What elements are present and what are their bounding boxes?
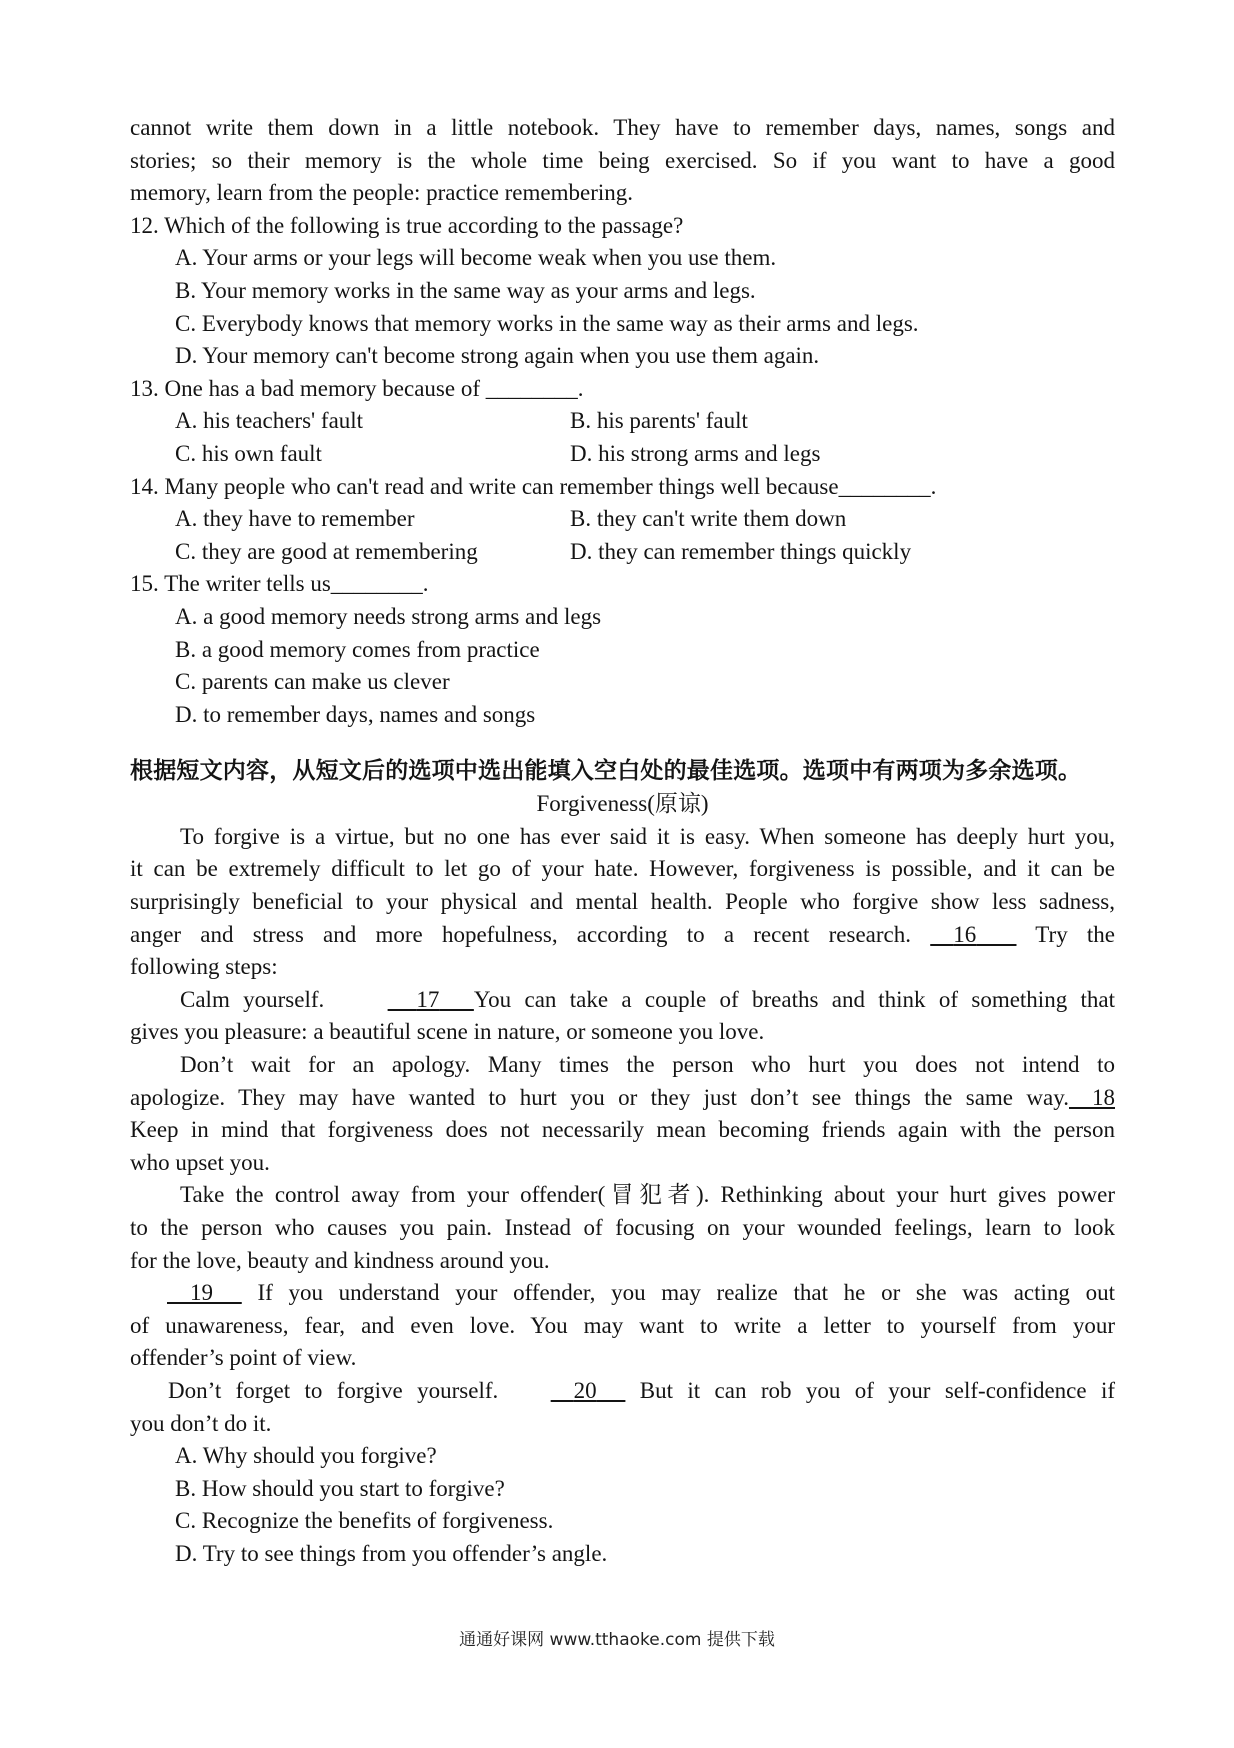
blank-number: 19 xyxy=(190,1280,213,1306)
question-13-stem: 13. One has a bad memory because of ________. xyxy=(130,375,584,401)
blank-number: 17 xyxy=(416,986,440,1012)
passage-title: Forgiveness(原谅) xyxy=(536,791,709,817)
question-12-option-b: B. Your memory works in the same way as your arms and legs. xyxy=(175,277,756,303)
passage-line-with-blank-18 xyxy=(130,1082,1115,1115)
document-page xyxy=(130,112,1115,1571)
answer-option-c: C. Recognize the benefits of forgiveness. xyxy=(175,1508,554,1534)
blank-17 xyxy=(338,984,474,1017)
question-13-option-a: A. his teachers' fault xyxy=(175,408,364,434)
passage-line: offender’s point of view. xyxy=(130,1345,357,1371)
blank-number: 16 xyxy=(953,921,977,947)
answer-option-b: B. How should you start to forgive? xyxy=(175,1475,505,1501)
blank-number: 20 xyxy=(573,1377,597,1403)
passage-line: Take the control away from your offender(冒犯者). Rethinking about your hurt gives power xyxy=(180,1182,1115,1208)
passage-line: memory, learn from the people: practice remembering. xyxy=(130,180,634,206)
blank-number: 18 xyxy=(1092,1084,1115,1110)
passage-line: stories; so their memory is the whole time being exercised. So if you want to have a good xyxy=(130,147,1115,173)
passage-line: To forgive is a virtue, but no one has ever said it is easy. When someone has deeply hurt you, xyxy=(180,823,1115,849)
answer-option-d: D. Try to see things from you offender’s angle. xyxy=(175,1540,608,1566)
question-13-option-b: B. his parents' fault xyxy=(570,408,748,434)
passage-text: Calm yourself. xyxy=(180,986,325,1012)
question-12-option-c: C. Everybody knows that memory works in the same way as their arms and legs. xyxy=(175,310,919,336)
question-13-option-d: D. his strong arms and legs xyxy=(570,440,821,466)
passage-line: it can be extremely difficult to let go of your hate. However, forgiveness is possible, and it can be xyxy=(130,856,1115,882)
passage-text: anger and stress and more hopefulness, according to a recent research. xyxy=(130,921,911,947)
question-14-option-a: A. they have to remember xyxy=(175,506,415,532)
question-14-option-c: C. they are good at remembering xyxy=(175,538,478,564)
passage-line: following steps: xyxy=(130,954,278,980)
question-14-stem: 14. Many people who can't read and write can remember things well because________. xyxy=(130,473,937,499)
passage-line: for the love, beauty and kindness around you. xyxy=(130,1247,550,1273)
question-14-option-d: D. they can remember things quickly xyxy=(570,538,912,564)
passage-text: Try the xyxy=(1035,921,1116,947)
passage-line: of unawareness, fear, and even love. You may want to write a letter to yourself from your xyxy=(130,1312,1115,1338)
question-14-options-row xyxy=(130,503,1115,536)
question-15-option-c: C. parents can make us clever xyxy=(175,669,450,695)
question-12-option-a: A. Your arms or your legs will become weak when you use them. xyxy=(175,245,777,271)
passage-text: You can take a couple of breaths and think of something that xyxy=(473,986,1116,1012)
passage-text: But it can rob you of your self-confidence if xyxy=(639,1377,1116,1403)
page-footer: 通通好课网 www.tthaoke.com 提供下载 xyxy=(459,1630,775,1650)
passage-text: apologize. They may have wanted to hurt you or they just don’t see things the same way. xyxy=(130,1084,1069,1110)
passage-line-with-blank-17 xyxy=(130,984,1115,1017)
passage-line-with-blank-19 xyxy=(130,1277,1115,1310)
passage-line: to the person who causes you pain. Instead of focusing on your wounded feelings, learn to look xyxy=(130,1215,1115,1240)
question-13-options-row xyxy=(130,438,1115,471)
section-instruction: 根据短文内容，从短文后的选项中选出能填入空白处的最佳选项。选项中有两项为多余选项。 xyxy=(130,758,1082,785)
question-15-option-a: A. a good memory needs strong arms and legs xyxy=(175,603,602,629)
blank-19 xyxy=(167,1277,242,1310)
passage-line: cannot write them down in a little notebook. They have to remember days, names, songs and xyxy=(130,115,1115,140)
blank-18 xyxy=(1069,1082,1115,1115)
blank-20 xyxy=(513,1375,626,1408)
passage-line-with-blank-20 xyxy=(130,1375,1115,1408)
passage-line: who upset you. xyxy=(130,1149,270,1175)
question-15-option-b: B. a good memory comes from practice xyxy=(175,636,540,662)
passage-text: If you understand your offender, you may realize that he or she was acting out xyxy=(257,1280,1115,1306)
blank-16 xyxy=(930,919,1016,952)
question-12-stem: 12. Which of the following is true according to the passage? xyxy=(130,212,684,238)
passage-line-with-blank-16 xyxy=(130,919,1115,952)
passage-line: you don’t do it. xyxy=(130,1410,272,1436)
passage-text: Don’t forget to forgive yourself. xyxy=(168,1377,499,1403)
question-15-option-d: D. to remember days, names and songs xyxy=(175,701,536,727)
question-15-stem: 15. The writer tells us________. xyxy=(130,571,429,597)
question-14-option-b: B. they can't write them down xyxy=(570,506,847,532)
question-13-option-c: C. his own fault xyxy=(175,440,322,466)
passage-line: Keep in mind that forgiveness does not necessarily mean becoming friends again with the person xyxy=(130,1117,1115,1143)
question-13-options-row xyxy=(130,405,1115,438)
answer-option-a: A. Why should you forgive? xyxy=(175,1443,437,1469)
passage-line: surprisingly beneficial to your physical and mental health. People who forgive show less sadness, xyxy=(130,889,1115,915)
question-12-option-d: D. Your memory can't become strong again when you use them again. xyxy=(175,343,820,369)
passage-line: gives you pleasure: a beautiful scene in nature, or someone you love. xyxy=(130,1019,765,1045)
question-14-options-row xyxy=(130,536,1115,569)
passage-line: Don’t wait for an apology. Many times the person who hurt you does not intend to xyxy=(180,1052,1115,1078)
